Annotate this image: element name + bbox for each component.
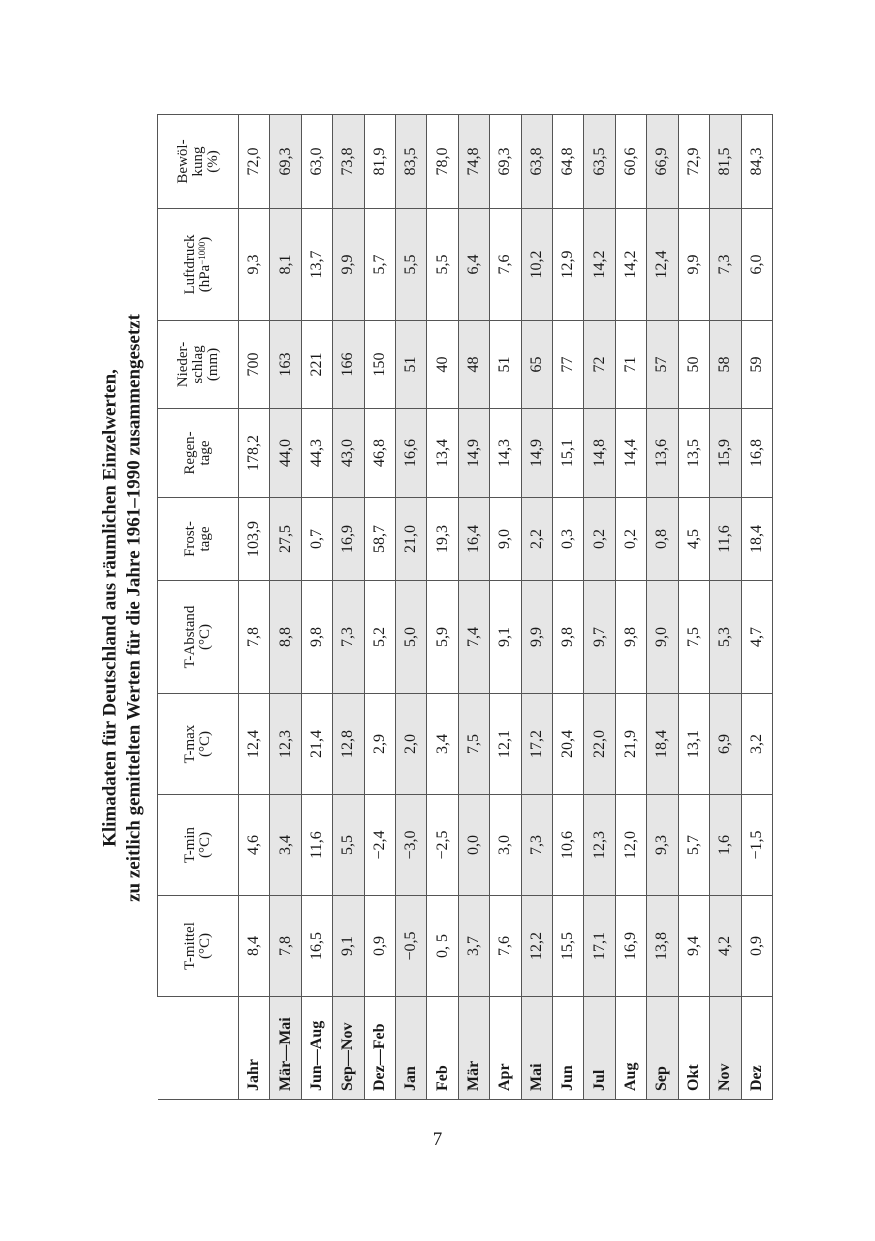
table-cell: 5,9 <box>427 581 458 694</box>
row-label: Jun—Aug <box>301 997 332 1100</box>
row-label: Aug <box>615 997 646 1100</box>
table-cell: 5,5 <box>427 209 458 321</box>
table-cell: −0,5 <box>396 896 427 997</box>
table-cell: 0,9 <box>364 896 395 997</box>
table-cell: 72,0 <box>239 115 270 209</box>
table-cell: 27,5 <box>270 498 301 581</box>
table-cell: 81,5 <box>710 115 741 209</box>
row-label: Sep <box>647 997 678 1100</box>
table-cell: 13,4 <box>427 409 458 498</box>
table-cell: 59 <box>741 321 773 409</box>
table-row <box>427 115 458 1100</box>
table-cell: 9,8 <box>615 581 646 694</box>
table-cell: 14,8 <box>584 409 615 498</box>
table-cell: 18,4 <box>647 694 678 795</box>
table-cell: 5,5 <box>333 795 364 896</box>
table-cell: 14,2 <box>615 209 646 321</box>
table-cell: 22,0 <box>584 694 615 795</box>
table-cell: 9,0 <box>490 498 521 581</box>
table-row <box>521 115 552 1100</box>
table-row <box>270 115 301 1100</box>
table-cell: 64,8 <box>553 115 584 209</box>
table-row <box>710 115 741 1100</box>
table-row <box>584 115 615 1100</box>
table-cell: 16,5 <box>301 896 332 997</box>
row-label: Feb <box>427 997 458 1100</box>
table-cell: 2,0 <box>396 694 427 795</box>
table-cell: 10,2 <box>521 209 552 321</box>
header-cell: Regen- tage <box>158 409 239 498</box>
table-cell: 16,8 <box>741 409 773 498</box>
table-row <box>458 115 489 1100</box>
table-cell: 5,2 <box>364 581 395 694</box>
table-cell: 40 <box>427 321 458 409</box>
page-title <box>96 115 147 1100</box>
title-line-2: zu zeitlich gemittelten Werten für die Jahre 1961–1990 zusammengesetzt <box>122 313 144 902</box>
header-cell: Frost- tage <box>158 498 239 581</box>
row-label: Okt <box>678 997 709 1100</box>
table-cell: 6,9 <box>710 694 741 795</box>
table-cell: 69,3 <box>490 115 521 209</box>
table-cell: 48 <box>458 321 489 409</box>
table-cell: 7,8 <box>270 896 301 997</box>
table-row <box>364 115 395 1100</box>
table-cell: 16,6 <box>396 409 427 498</box>
table-cell: 65 <box>521 321 552 409</box>
table-cell: −3,0 <box>396 795 427 896</box>
table-cell: 11,6 <box>710 498 741 581</box>
table-cell: 16,4 <box>458 498 489 581</box>
table-cell: 5,3 <box>710 581 741 694</box>
title-line-1: Klimadaten für Deutschland aus räumlichen Einzelwerten, <box>98 368 120 847</box>
table-row <box>615 115 646 1100</box>
table-cell: 16,9 <box>333 498 364 581</box>
table-cell: 58,7 <box>364 498 395 581</box>
table-cell: 78,0 <box>427 115 458 209</box>
table-cell: 14,4 <box>615 409 646 498</box>
table-body <box>239 115 773 1100</box>
table-cell: 12,3 <box>584 795 615 896</box>
table-cell: 9,9 <box>521 581 552 694</box>
table-cell: 12,9 <box>553 209 584 321</box>
table-cell: 166 <box>333 321 364 409</box>
table-cell: 44,0 <box>270 409 301 498</box>
table-cell: 4,5 <box>678 498 709 581</box>
table-cell: 66,9 <box>647 115 678 209</box>
table-cell: 21,9 <box>615 694 646 795</box>
table-cell: 9,1 <box>333 896 364 997</box>
table-cell: 83,5 <box>396 115 427 209</box>
table-cell: 5,0 <box>396 581 427 694</box>
table-cell: 6,4 <box>458 209 489 321</box>
table-cell: 3,2 <box>741 694 773 795</box>
table-cell: 14,9 <box>458 409 489 498</box>
table-cell: 63,5 <box>584 115 615 209</box>
table-cell: 7,4 <box>458 581 489 694</box>
table-cell: 7,6 <box>490 209 521 321</box>
table-cell: 7,3 <box>710 209 741 321</box>
table-cell: 58 <box>710 321 741 409</box>
row-label: Mär <box>458 997 489 1100</box>
table-cell: 178,2 <box>239 409 270 498</box>
table-cell: 3,4 <box>270 795 301 896</box>
page-number: 7 <box>432 1129 443 1150</box>
row-label: Mär—Mai <box>270 997 301 1100</box>
table-row <box>396 115 427 1100</box>
table-cell: 9,9 <box>333 209 364 321</box>
table-cell: 72 <box>584 321 615 409</box>
table-cell: 0,9 <box>741 896 773 997</box>
table-cell: 57 <box>647 321 678 409</box>
table-cell: 44,3 <box>301 409 332 498</box>
table-cell: 17,2 <box>521 694 552 795</box>
table-cell: −2,4 <box>364 795 395 896</box>
table-cell: 7,5 <box>678 581 709 694</box>
table-cell: 13,5 <box>678 409 709 498</box>
table-cell: 5,5 <box>396 209 427 321</box>
row-label: Dez <box>741 997 773 1100</box>
table-row <box>490 115 521 1100</box>
table-cell: 2,9 <box>364 694 395 795</box>
table-cell: 12,4 <box>647 209 678 321</box>
table-cell: 1,6 <box>710 795 741 896</box>
table-cell: 73,8 <box>333 115 364 209</box>
table-cell: 60,6 <box>615 115 646 209</box>
table-cell: 9,0 <box>647 581 678 694</box>
table-cell: 0,7 <box>301 498 332 581</box>
table-cell: 77 <box>553 321 584 409</box>
table-row <box>741 115 773 1100</box>
table-cell: 7,8 <box>239 581 270 694</box>
table-row <box>333 115 364 1100</box>
table-cell: 0,8 <box>647 498 678 581</box>
table-cell: 7,3 <box>521 795 552 896</box>
table-cell: 700 <box>239 321 270 409</box>
table-cell: 0,0 <box>458 795 489 896</box>
table-cell: 12,1 <box>490 694 521 795</box>
table-cell: 63,8 <box>521 115 552 209</box>
table-cell: 0,2 <box>584 498 615 581</box>
table-cell: 9,8 <box>553 581 584 694</box>
table-row <box>301 115 332 1100</box>
table-cell: 12,2 <box>521 896 552 997</box>
table-cell: 4,2 <box>710 896 741 997</box>
table-cell: 17,1 <box>584 896 615 997</box>
table-cell: 0, 5 <box>427 896 458 997</box>
table-cell: −1,5 <box>741 795 773 896</box>
table-cell: 5,7 <box>678 795 709 896</box>
table-cell: 13,7 <box>301 209 332 321</box>
header-cell: Bewöl- kung (%) <box>158 115 239 209</box>
table-cell: 9,4 <box>678 896 709 997</box>
row-label: Jan <box>396 997 427 1100</box>
table-cell: 84,3 <box>741 115 773 209</box>
table-cell: 14,2 <box>584 209 615 321</box>
table-cell: 63,0 <box>301 115 332 209</box>
table-cell: 12,3 <box>270 694 301 795</box>
table-cell: 14,3 <box>490 409 521 498</box>
header-cell: T-max (°C) <box>158 694 239 795</box>
table-cell: 19,3 <box>427 498 458 581</box>
table-cell: 150 <box>364 321 395 409</box>
table-cell: 71 <box>615 321 646 409</box>
table-cell: 11,6 <box>301 795 332 896</box>
table-cell: 3,4 <box>427 694 458 795</box>
table-cell: 15,5 <box>553 896 584 997</box>
table-cell: 10,6 <box>553 795 584 896</box>
table-cell: 18,4 <box>741 498 773 581</box>
table-cell: −2,5 <box>427 795 458 896</box>
table-cell: 74,8 <box>458 115 489 209</box>
table-row <box>239 115 270 1100</box>
table-cell: 8,4 <box>239 896 270 997</box>
table-cell: 14,9 <box>521 409 552 498</box>
table-cell: 221 <box>301 321 332 409</box>
table-cell: 51 <box>396 321 427 409</box>
table-cell: 7,3 <box>333 581 364 694</box>
row-label: Mai <box>521 997 552 1100</box>
table-cell: 15,1 <box>553 409 584 498</box>
table-cell: 21,4 <box>301 694 332 795</box>
table-cell: 20,4 <box>553 694 584 795</box>
table-cell: 0,2 <box>615 498 646 581</box>
table-cell: 69,3 <box>270 115 301 209</box>
table-row <box>647 115 678 1100</box>
table-cell: 3,0 <box>490 795 521 896</box>
header-cell: T-Abstand (°C) <box>158 581 239 694</box>
table-cell: 51 <box>490 321 521 409</box>
climate-table-wrapper <box>157 115 773 1100</box>
header-cell: T-min (°C) <box>158 795 239 896</box>
table-cell: 9,7 <box>584 581 615 694</box>
row-label: Sep—Nov <box>333 997 364 1100</box>
table-row <box>678 115 709 1100</box>
header-row <box>158 115 239 1100</box>
table-cell: 9,8 <box>301 581 332 694</box>
table-cell: 103,9 <box>239 498 270 581</box>
table-cell: 6,0 <box>741 209 773 321</box>
table-cell: 16,9 <box>615 896 646 997</box>
table-cell: 9,1 <box>490 581 521 694</box>
table-cell: 12,0 <box>615 795 646 896</box>
table-cell: 2,2 <box>521 498 552 581</box>
table-cell: 8,1 <box>270 209 301 321</box>
header-corner <box>158 997 239 1100</box>
table-cell: 13,6 <box>647 409 678 498</box>
table-cell: 163 <box>270 321 301 409</box>
table-cell: 46,8 <box>364 409 395 498</box>
table-cell: 3,7 <box>458 896 489 997</box>
row-label: Jul <box>584 997 615 1100</box>
table-cell: 13,1 <box>678 694 709 795</box>
row-label: Nov <box>710 997 741 1100</box>
table-cell: 9,9 <box>678 209 709 321</box>
table-cell: 8,8 <box>270 581 301 694</box>
table-cell: 43,0 <box>333 409 364 498</box>
table-cell: 15,9 <box>710 409 741 498</box>
climate-data-table <box>157 114 773 1100</box>
table-cell: 81,9 <box>364 115 395 209</box>
table-cell: 4,6 <box>239 795 270 896</box>
table-cell: 7,6 <box>490 896 521 997</box>
table-cell: 12,8 <box>333 694 364 795</box>
table-cell: 9,3 <box>239 209 270 321</box>
table-cell: 4,7 <box>741 581 773 694</box>
header-cell: Luftdruck (hPa$^{-1000}$) <box>158 209 239 321</box>
table-cell: 7,5 <box>458 694 489 795</box>
header-cell: Nieder- schlag (mm) <box>158 321 239 409</box>
table-cell: 21,0 <box>396 498 427 581</box>
table-row <box>553 115 584 1100</box>
table-cell: 9,3 <box>647 795 678 896</box>
table-cell: 0,3 <box>553 498 584 581</box>
row-label: Jahr <box>239 997 270 1100</box>
row-label: Jun <box>553 997 584 1100</box>
row-label: Apr <box>490 997 521 1100</box>
table-cell: 12,4 <box>239 694 270 795</box>
row-label: Dez—Feb <box>364 997 395 1100</box>
table-cell: 72,9 <box>678 115 709 209</box>
table-cell: 13,8 <box>647 896 678 997</box>
table-cell: 5,7 <box>364 209 395 321</box>
header-cell: T-mittel (°C) <box>158 896 239 997</box>
table-cell: 50 <box>678 321 709 409</box>
